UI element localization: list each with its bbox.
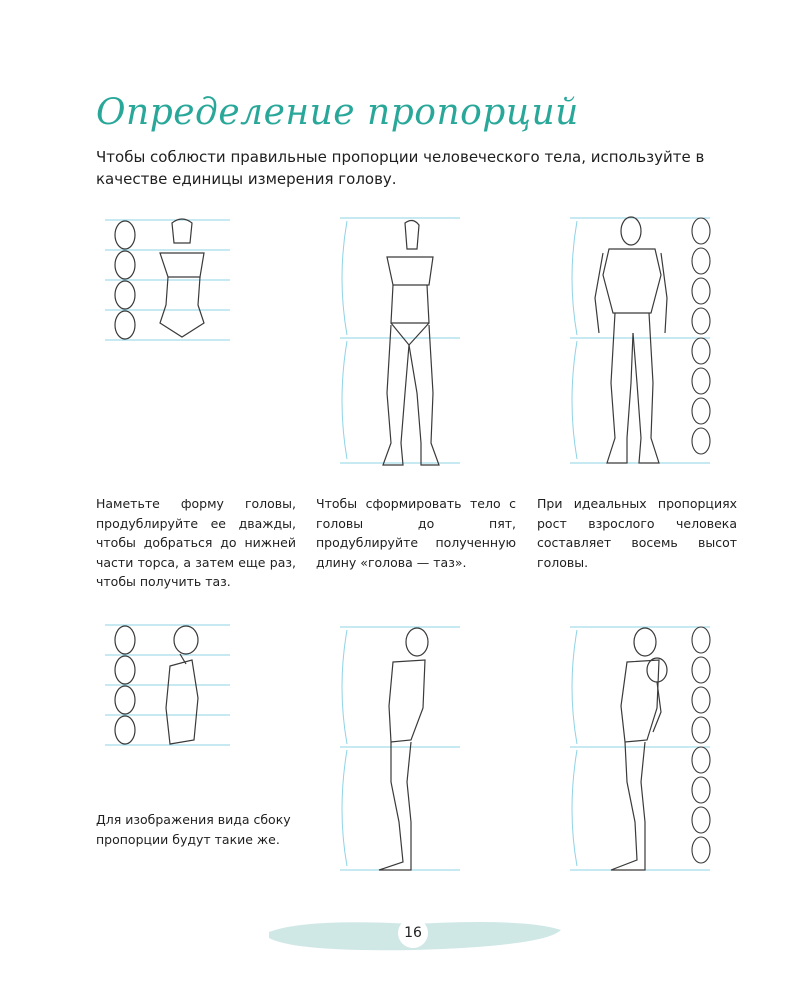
side-torso-illustration xyxy=(100,620,240,755)
intro-paragraph: Чтобы соблюсти правильные пропорции человеческого тела, используйте в качестве единицы измерения голову. xyxy=(96,148,705,188)
figure-side-half xyxy=(335,622,465,877)
side-half-illustration xyxy=(335,622,465,877)
caption-front-half: Чтобы сформировать тело с головы до пят, продублируйте полученную длину «голова — таз». xyxy=(316,496,516,570)
caption-front-full: При идеальных пропорциях рост взрослого человека составляет восемь высот головы. xyxy=(537,496,737,570)
figure-side-full xyxy=(565,622,715,877)
figure-front-full xyxy=(565,213,715,473)
caption-front-torso: Наметьте форму головы, продублируйте ее дважды, чтобы добраться до нижней части торса, а затем еще раз, чтобы получить таз. xyxy=(96,496,296,589)
front-full-illustration xyxy=(565,213,715,473)
page-title: Определение пропорций xyxy=(96,92,579,133)
side-full-illustration xyxy=(565,622,715,877)
page-number: 16 xyxy=(398,918,428,948)
figure-front-half xyxy=(335,213,465,473)
front-half-illustration xyxy=(335,213,465,473)
caption-side: Для изображения вида сбоку пропорции будут такие же. xyxy=(96,812,291,847)
figure-side-torso xyxy=(100,620,240,755)
front-torso-illustration xyxy=(100,215,240,350)
figure-front-torso xyxy=(100,215,240,350)
